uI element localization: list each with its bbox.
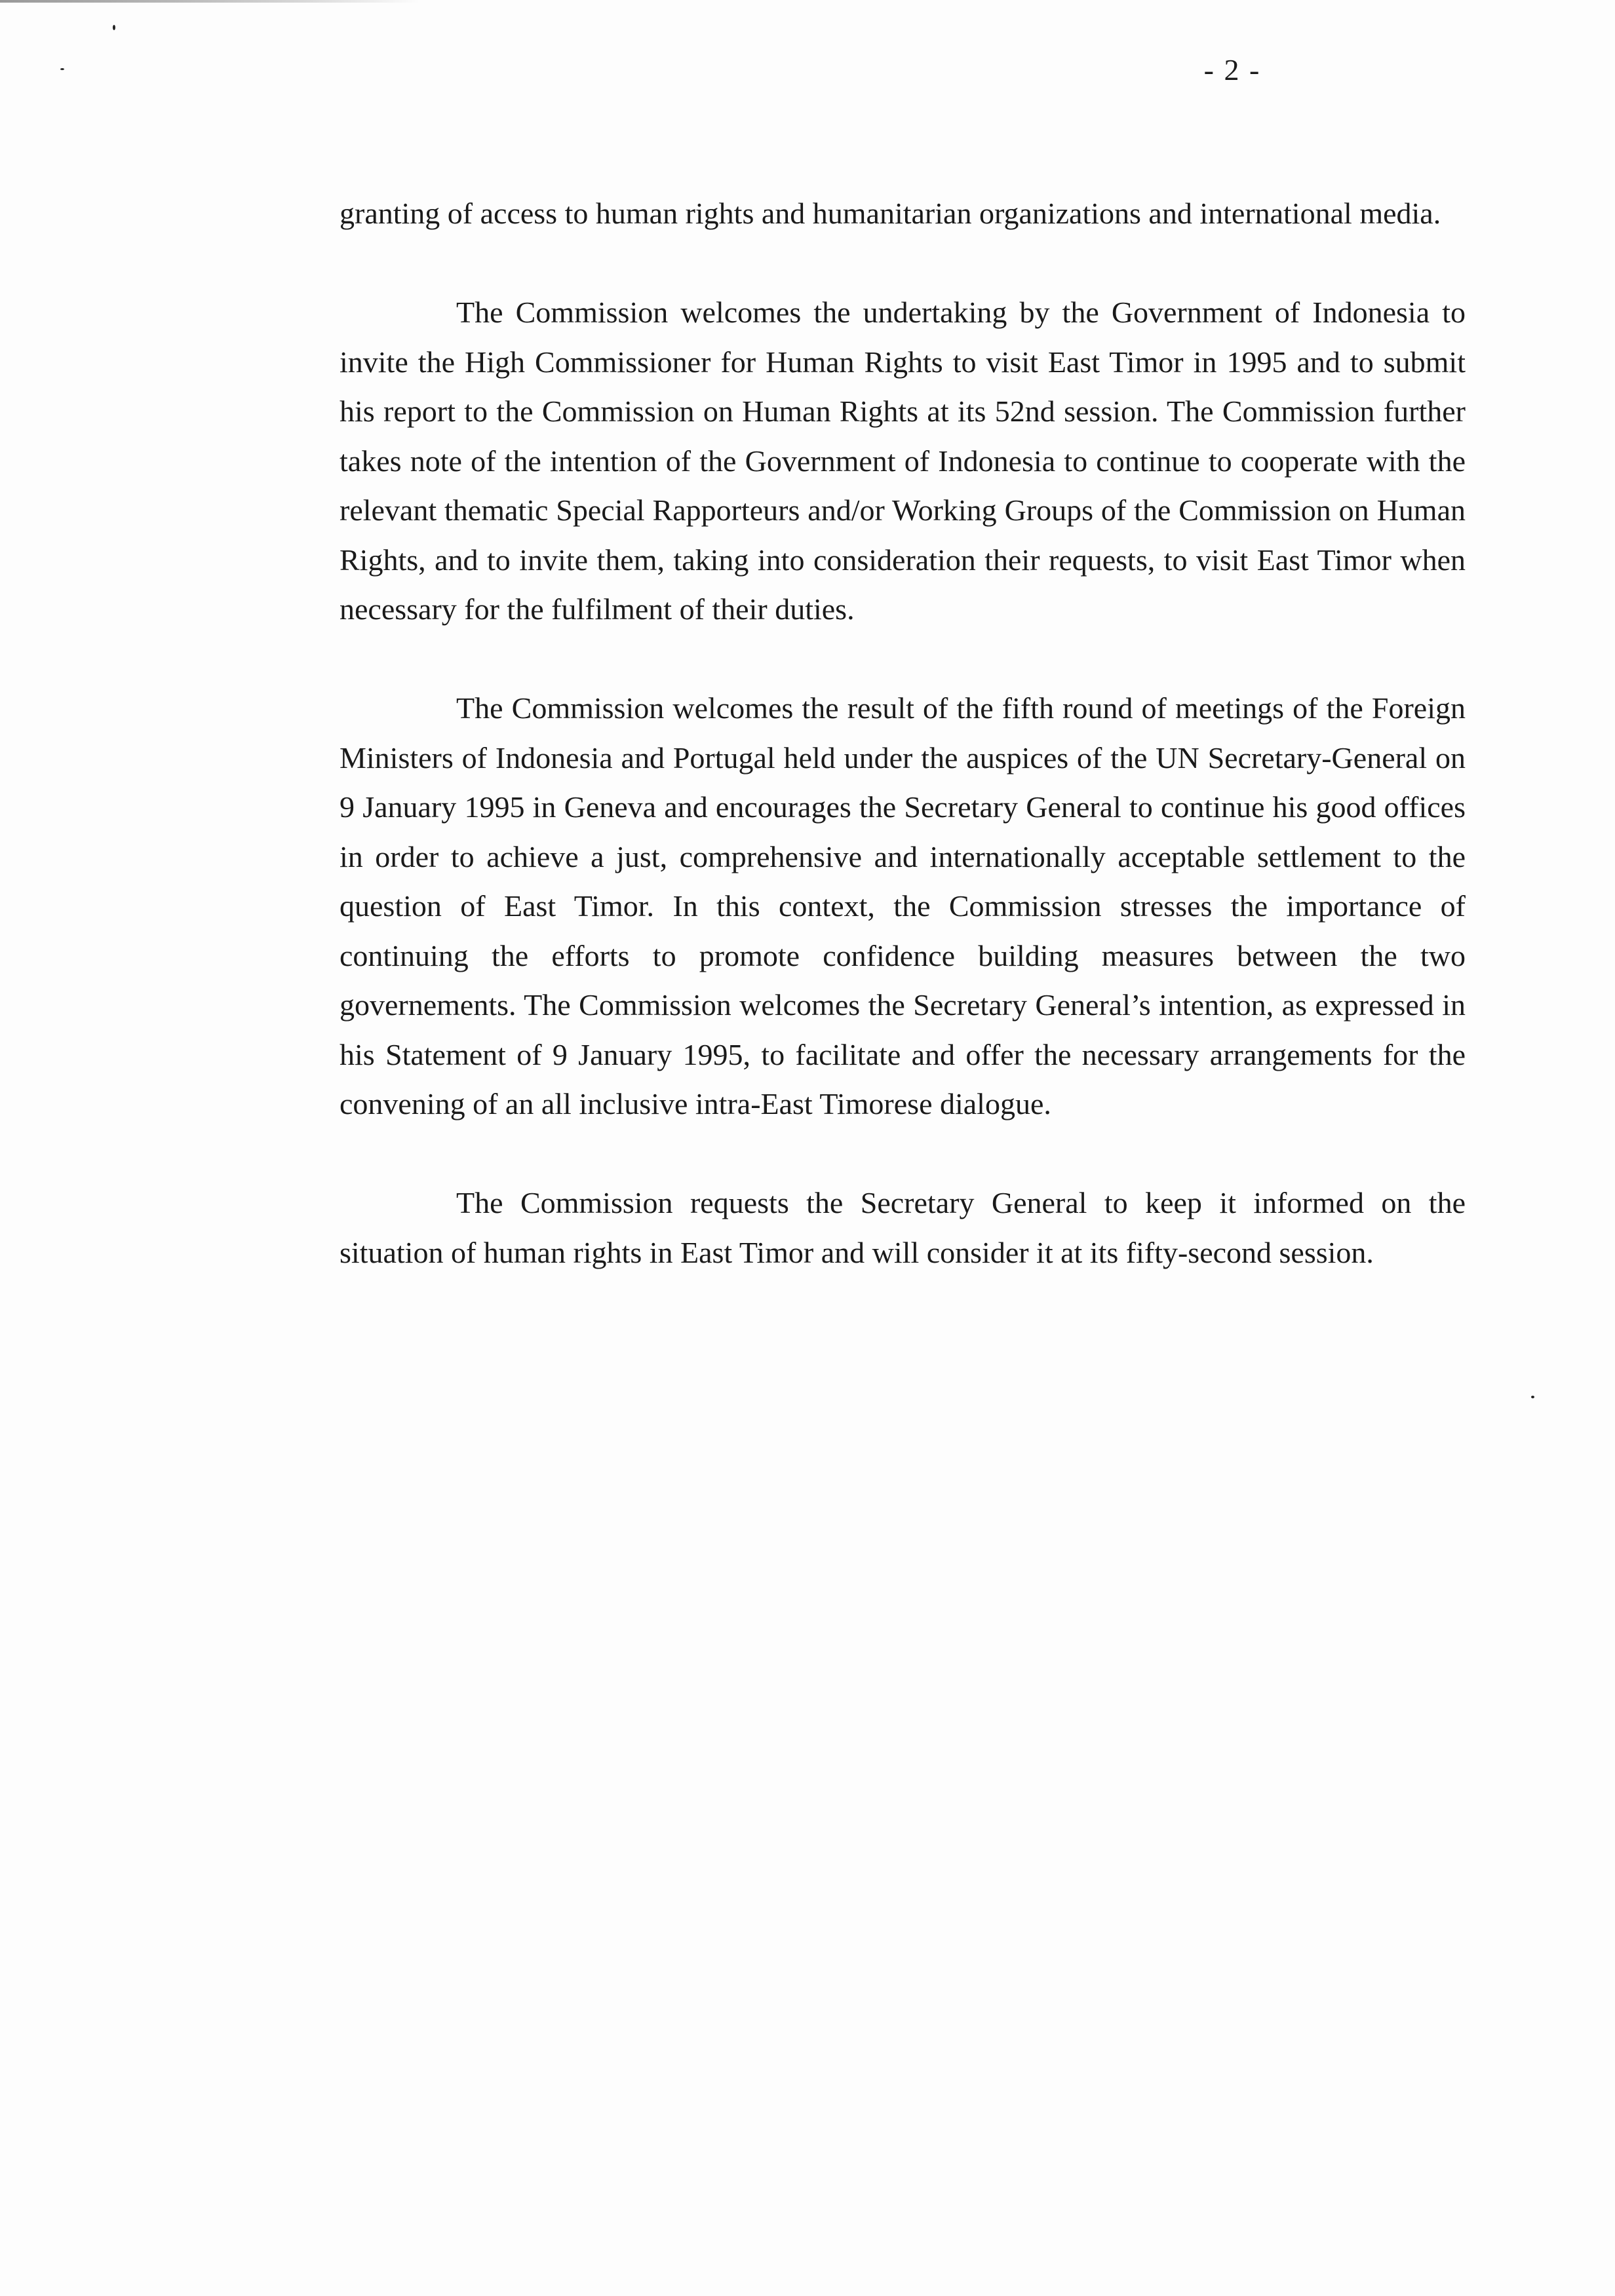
document-body xyxy=(340,189,1466,1327)
scan-speck xyxy=(113,25,115,30)
scan-speck xyxy=(1531,1396,1534,1398)
page-number: - 2 - xyxy=(1203,53,1261,86)
scan-speck xyxy=(60,68,64,70)
paragraph-foreign-ministers-meeting: The Commission welcomes the result of the fifth round of meetings of the Foreign Ministers of Indonesia and Portugal held under the auspices of the UN Secretary-General on 9 January 1995 in Geneva and encourages the Secretary General to continue his good offices in order to achieve a just, comprehensive and internationally acceptable settlement to the question of East Timor. In this context, the Commission stresses the importance of continuing the efforts to promote confidence building measures between the two governements. The Commission welcomes the Secretary General’s intention, as expressed in his Statement of 9 January 1995, to facilitate and offer the necessary arrangements for the convening of an all inclusive intra-East Timorese dialogue. xyxy=(340,691,1466,1120)
paragraph-request-secretary-general: The Commission requests the Secretary General to keep it informed on the situation of human rights in East Timor and will consider it at its fifty-second session. xyxy=(340,1186,1466,1269)
paragraph-high-commissioner-visit: The Commission welcomes the undertaking by the Government of Indonesia to invite the High Commissioner for Human Rights to visit East Timor in 1995 and to submit his report to the Commission on Human Rights at its 52nd session. The Commission further takes note of the intention of the Government of Indonesia to continue to cooperate with the relevant thematic Special Rapporteurs and/or Working Groups of the Commission on Human Rights, and to invite them, taking into consideration their requests, to visit East Timor when necessary for the fulfilment of their duties. xyxy=(340,296,1466,626)
scan-edge-artifact xyxy=(0,0,419,3)
paragraph-continuation: granting of access to human rights and humanitarian organizations and international media. xyxy=(340,197,1441,230)
